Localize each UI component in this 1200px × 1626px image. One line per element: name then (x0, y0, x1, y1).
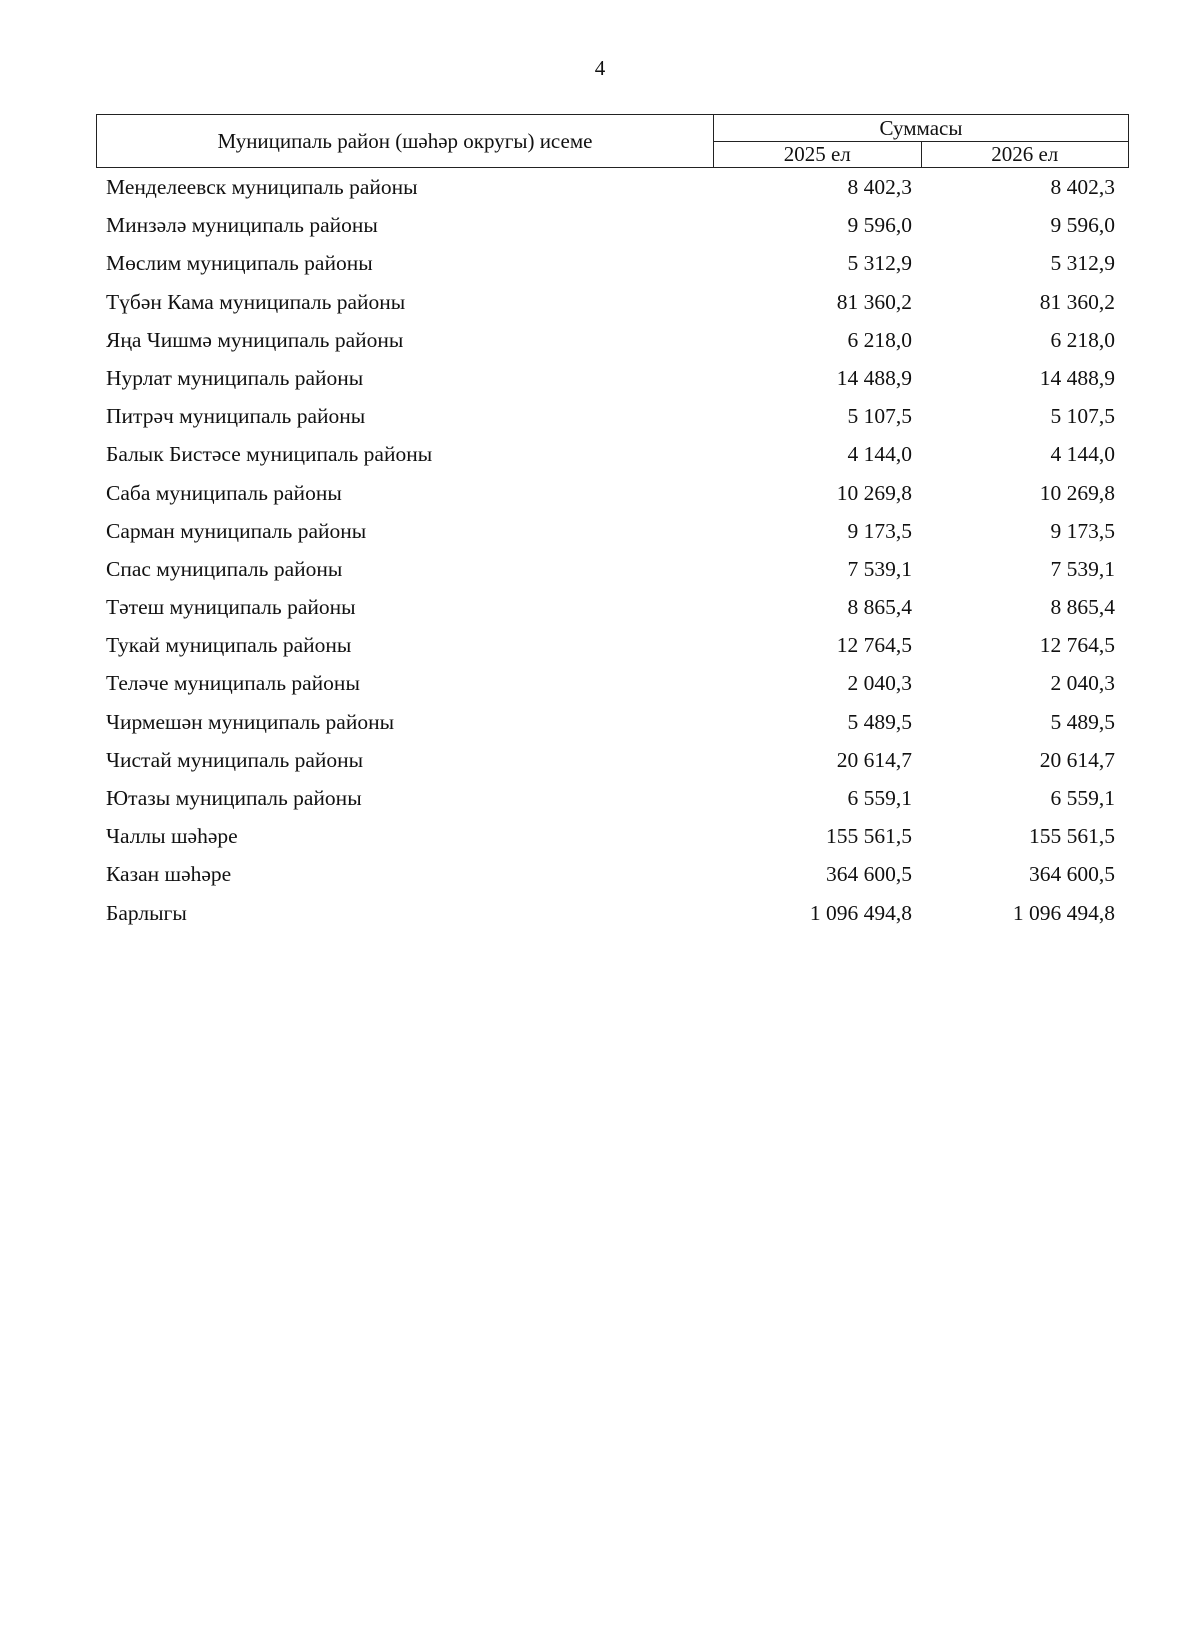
row-name: Барлыгы (106, 900, 187, 925)
table-row (96, 435, 1129, 473)
row-value-2025: 6 559,1 (847, 786, 912, 810)
table-row (96, 321, 1129, 359)
year-2025-header: 2025 ел (714, 141, 922, 168)
row-name: Түбән Кама муниципаль районы (106, 289, 406, 314)
row-value-2026: 6 218,0 (1050, 327, 1115, 352)
row-name: Ютазы муниципаль районы (106, 786, 362, 810)
row-name: Нурлат муниципаль районы (106, 365, 364, 390)
row-value-2025: 12 764,5 (836, 633, 912, 658)
table-row (96, 206, 1129, 244)
table-row (96, 397, 1129, 435)
table-row (96, 359, 1129, 397)
row-value-2026: 6 559,1 (1050, 786, 1115, 810)
row-value-2025: 14 488,9 (836, 365, 912, 390)
row-value-2025: 4 144,0 (847, 442, 912, 467)
row-value-2026: 8 865,4 (1050, 595, 1115, 620)
row-value-2025: 5 107,5 (847, 404, 912, 429)
table-row (96, 741, 1129, 779)
row-value-2026: 9 173,5 (1050, 518, 1115, 543)
row-name: Казан шәһәре (106, 862, 232, 887)
row-name: Чаллы шәһәре (106, 824, 238, 849)
row-name: Саба муниципаль районы (106, 480, 342, 505)
row-name: Минзәлә муниципаль районы (106, 213, 378, 238)
sum-group-header: Суммасы (714, 115, 1129, 142)
row-value-2026: 364 600,5 (1029, 862, 1115, 887)
table-row (96, 283, 1129, 321)
name-column-header: Муниципаль район (шәһәр округы) исеме (97, 115, 714, 168)
row-name: Сарман муниципаль районы (106, 518, 367, 543)
row-name: Мөслим муниципаль районы (106, 251, 373, 276)
row-value-2026: 8 402,3 (1050, 175, 1115, 199)
table-row (96, 703, 1129, 741)
year-2026-header: 2026 ел (921, 141, 1129, 168)
row-value-2026: 4 144,0 (1050, 442, 1115, 467)
row-name: Тәтеш муниципаль районы (106, 595, 356, 620)
row-name: Балык Бистәсе муниципаль районы (106, 442, 433, 467)
row-value-2026: 10 269,8 (1039, 480, 1115, 505)
row-value-2026: 20 614,7 (1039, 747, 1115, 772)
row-value-2026: 81 360,2 (1039, 289, 1115, 314)
row-value-2025: 2 040,3 (847, 671, 912, 696)
table-row (96, 779, 1129, 817)
row-value-2025: 155 561,5 (826, 824, 912, 849)
table-header (96, 114, 1129, 168)
table-row (96, 168, 1129, 206)
table-row (96, 894, 1129, 932)
row-value-2025: 5 312,9 (847, 251, 912, 276)
row-value-2026: 14 488,9 (1039, 365, 1115, 390)
row-value-2025: 20 614,7 (836, 747, 912, 772)
table-row (96, 244, 1129, 282)
row-name: Чистай муниципаль районы (106, 747, 364, 772)
table-body (96, 168, 1129, 932)
row-value-2025: 10 269,8 (836, 480, 912, 505)
row-name: Питрәч муниципаль районы (106, 404, 366, 429)
row-value-2026: 5 107,5 (1050, 404, 1115, 429)
row-value-2025: 81 360,2 (836, 289, 912, 314)
table-row (96, 626, 1129, 664)
row-value-2026: 5 312,9 (1050, 251, 1115, 276)
row-value-2026: 1 096 494,8 (1012, 900, 1115, 925)
table-row (96, 588, 1129, 626)
table-row (96, 550, 1129, 588)
table-row (96, 855, 1129, 893)
row-name: Тукай муниципаль районы (106, 633, 352, 658)
page-number: 4 (594, 56, 606, 80)
row-value-2025: 364 600,5 (826, 862, 912, 887)
row-value-2025: 9 596,0 (847, 213, 912, 238)
row-value-2025: 5 489,5 (847, 709, 912, 734)
row-value-2025: 9 173,5 (847, 518, 912, 543)
row-value-2025: 8 865,4 (847, 595, 912, 620)
table-row (96, 817, 1129, 855)
row-name: Чирмешән муниципаль районы (106, 709, 395, 734)
row-value-2025: 1 096 494,8 (809, 900, 912, 925)
row-value-2026: 2 040,3 (1050, 671, 1115, 696)
row-value-2026: 9 596,0 (1050, 213, 1115, 238)
row-value-2025: 6 218,0 (847, 327, 912, 352)
row-value-2025: 8 402,3 (847, 175, 912, 199)
row-value-2025: 7 539,1 (847, 556, 912, 581)
table-row (96, 474, 1129, 512)
table-row (96, 512, 1129, 550)
row-value-2026: 12 764,5 (1039, 633, 1115, 658)
row-name: Яңа Чишмә муниципаль районы (106, 327, 404, 352)
row-value-2026: 5 489,5 (1050, 709, 1115, 734)
row-name: Спас муниципаль районы (106, 556, 343, 581)
row-value-2026: 7 539,1 (1050, 556, 1115, 581)
row-value-2026: 155 561,5 (1029, 824, 1115, 849)
table-row (96, 664, 1129, 702)
row-name: Менделеевск муниципаль районы (106, 175, 418, 199)
row-name: Теләче муниципаль районы (106, 671, 360, 696)
